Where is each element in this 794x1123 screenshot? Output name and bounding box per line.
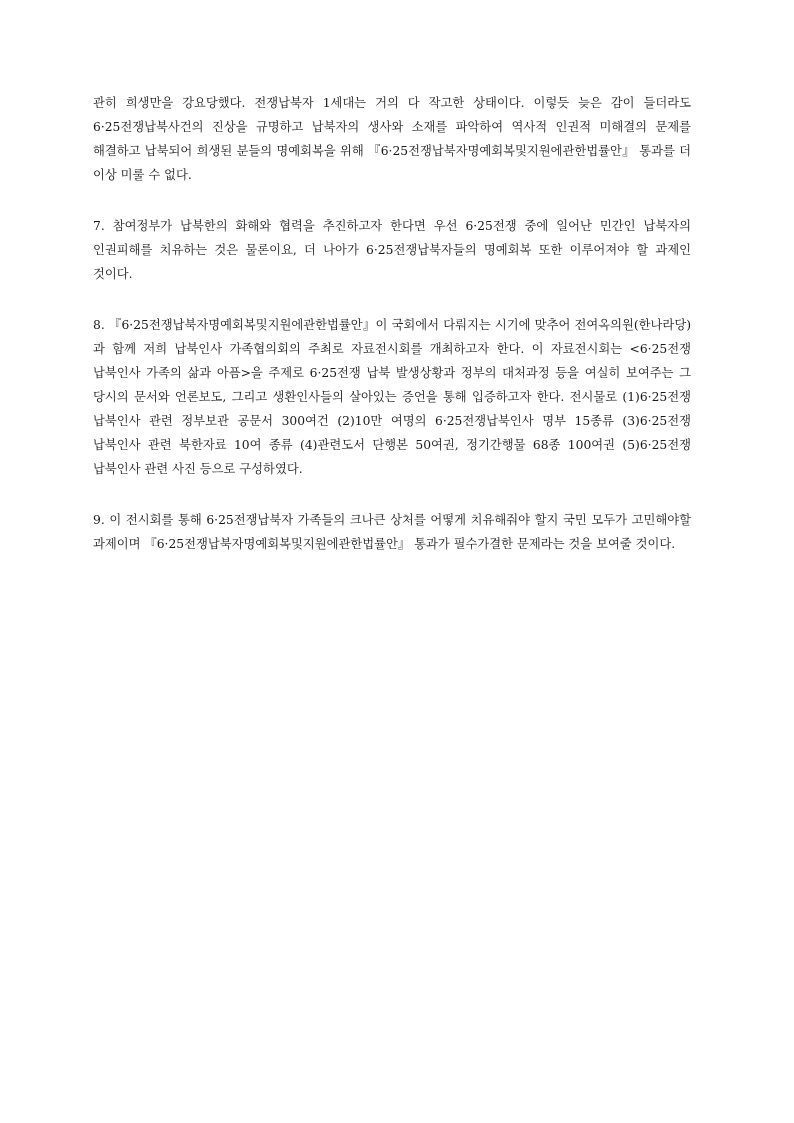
paragraph-8: 8. 『6·25전쟁납북자명예회복및지원에관한법률안』이 국회에서 다뤄지는 시기에 맞추어 전여옥의원(한나라당)과 함께 저희 납북인사 가족협의회의 주최로 자료전시회를 개최하고자 한다. 이 자료전시회는 <6·25전쟁 납북인사 가족의 삶과 아픔>을 주제로 6·25전쟁 납북 발생상황과 정부의 대처과정 등을 여실히 보여주는 그 당시의 문서와 언론보도, 그리고 생환인사들의 살아있는 증언을 통해 입증하고자 한다. 전시물로 (1)6·25전쟁 납북인사 관련 정부보관 공문서 300여건 (2)10만 여명의 6·25전쟁납북인사 명부 15종류 (3)6·25전쟁 납북인사 관련 북한자료 10여 종류 (4)관련도서 단행본 50여권, 정기간행물 68종 100여권 (5)6·25전쟁 납북인사 관련 사진 등으로 구성하였다.	[93, 318, 691, 476]
paragraph-9: 9. 이 전시회를 통해 6·25전쟁납북자 가족들의 크나큰 상처를 어떻게 치유해줘야 할지 국민 모두가 고민해야할 과제이며 『6·25전쟁납북자명예회복및지원에관한법률안』 통과가 필수가결한 문제라는 것을 보여줄 것이다.	[93, 513, 691, 551]
paragraph-continuation: 관히 희생만을 강요당했다. 전쟁납북자 1세대는 거의 다 작고한 상태이다. 이렇듯 늦은 감이 들더라도 6·25전쟁납북사건의 진상을 규명하고 납북자의 생사와 소재를 파악하여 역사적 인권적 미해결의 문제를 해결하고 납북되어 희생된 분들의 명예회복을 위해 『6·25전쟁납북자명예회복및지원에관한법률안』 통과를 더 이상 미룰 수 없다.	[93, 96, 691, 182]
document-body	[93, 91, 691, 583]
paragraph-7: 7. 참여정부가 납북한의 화해와 협력을 추진하고자 한다면 우선 6·25전쟁 중에 일어난 민간인 납북자의 인권피해를 치유하는 것은 물론이요, 더 나아가 6·25전쟁납북자들의 명예회복 또한 이루어져야 할 과제인 것이다.	[93, 219, 691, 281]
